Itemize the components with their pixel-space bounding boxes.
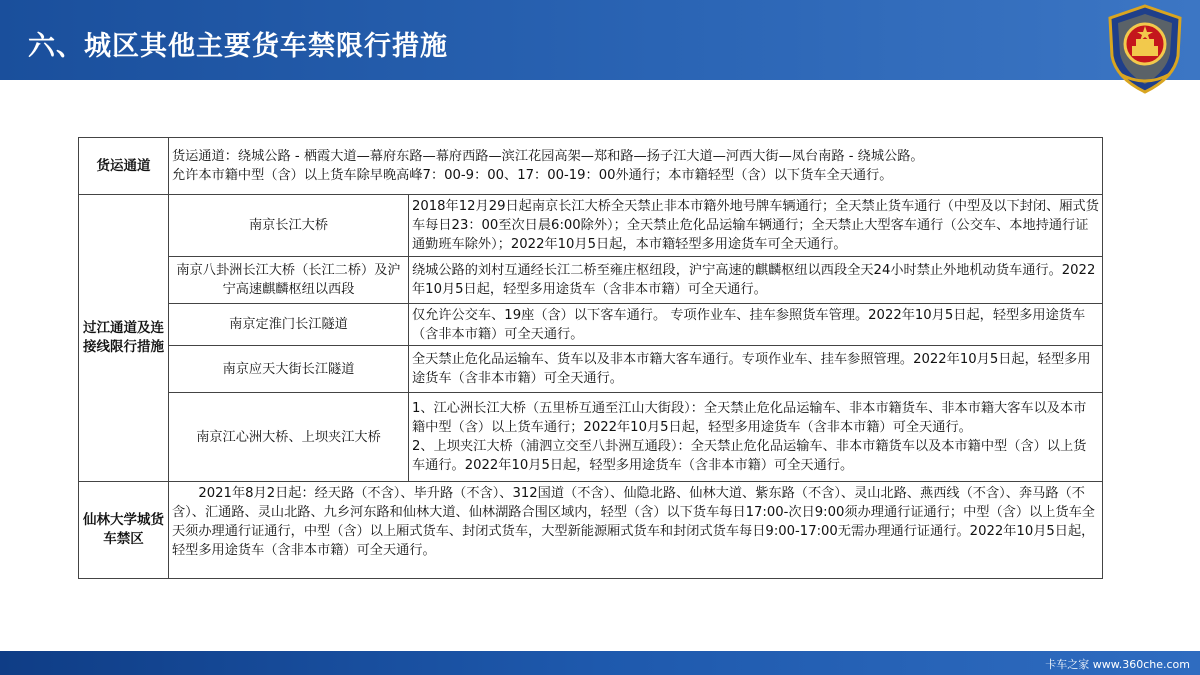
crossing-name: 南京定淮门长江隧道 <box>169 304 409 346</box>
xianlin-zone-desc: 2021年8月2日起：经天路（不含）、毕升路（不含）、312国道（不含）、仙隐北路、仙林大道、紫东路（不含）、灵山北路、燕西线（不含）、奔马路（不含）、汇通路、灵山北路、九乡河东路和仙林大道、仙林湖路合围区域内，轻型（含）以下货车每日17:00-次日9:00须办理通行证通行；中型（含）以上货车全天须办理通行证通行，中型（含）以上厢式货车、封闭式货车，大型新能源厢式货车和封闭式货车每日9:00-17:00无需办理通行证通行。2022年10月5日起，轻型多用途货车（含非本市籍）可全天通行。 <box>169 482 1103 579</box>
crossing-desc: 2018年12月29日起南京长江大桥全天禁止非本市籍外地号牌车辆通行；全天禁止货车通行（中型及以下封闭、厢式货车每日23：00至次日晨6:00除外）；全天禁止危化品运输车辆通行；全天禁止大型客车通行（公交车、本地持通行证通勤班车除外）；2022年10月5日起，本市籍轻型多用途货车可全天通行。 <box>409 195 1103 257</box>
crossing-name: 南京江心洲大桥、上坝夹江大桥 <box>169 393 409 482</box>
category-freight-route: 货运通道 <box>79 138 169 195</box>
slide-title: 六、城区其他主要货车禁限行措施 <box>28 31 448 62</box>
freight-route-desc <box>169 138 1103 195</box>
crossing-name: 南京长江大桥 <box>169 195 409 257</box>
freight-route-line: 货运通道：绕城公路 - 栖霞大道—幕府东路—幕府西路—滨江花园高架—郑和路—扬子江大道—河西大街—凤台南路 - 绕城公路。 <box>172 149 924 164</box>
crossing-desc-item: 2、上坝夹江大桥（浦泗立交至八卦洲互通段）：全天禁止危化品运输车、非本市籍货车以及本市籍中型（含）以上货车通行。2022年10月5日起，轻型多用途货车（含非本市籍）可全天通行。 <box>412 439 1087 473</box>
freight-route-permission: 允许本市籍中型（含）以上货车除早晚高峰7：00-9：00、17：00-19：00外通行；本市籍轻型（含）以下货车全天通行。 <box>172 168 893 183</box>
crossing-desc: 全天禁止危化品运输车、货车以及非本市籍大客车通行。专项作业车、挂车参照管理。2022年10月5日起，轻型多用途货车（含非本市籍）可全天通行。 <box>409 346 1103 393</box>
site-watermark: 卡车之家 www.360che.com <box>1045 658 1190 671</box>
table-row <box>79 482 1103 579</box>
category-xianlin-zone: 仙林大学城货车禁区 <box>79 482 169 579</box>
crossing-desc: 仅允许公交车、19座（含）以下客车通行。 专项作业车、挂车参照货车管理。2022年10月5日起，轻型多用途货车（含非本市籍）可全天通行。 <box>409 304 1103 346</box>
table-row <box>79 257 1103 304</box>
police-badge-icon <box>1104 4 1186 94</box>
table-row <box>79 304 1103 346</box>
table-row <box>79 138 1103 195</box>
category-river-crossing: 过江通道及连接线限行措施 <box>79 195 169 482</box>
crossing-name: 南京应天大街长江隧道 <box>169 346 409 393</box>
footer-bar <box>0 651 1200 675</box>
table-row <box>79 393 1103 482</box>
restriction-table <box>78 137 1103 579</box>
header-bar <box>0 0 1200 80</box>
crossing-desc <box>409 393 1103 482</box>
crossing-name: 南京八卦洲长江大桥（长江二桥）及沪宁高速麒麟枢纽以西段 <box>169 257 409 304</box>
table-row <box>79 195 1103 257</box>
crossing-desc-item: 1、江心洲长江大桥（五里桥互通至江山大街段）：全天禁止危化品运输车、非本市籍货车、非本市籍大客车以及本市籍中型（含）以上货车通行；2022年10月5日起，轻型多用途货车（含非本市籍）可全天通行。 <box>412 401 1087 435</box>
crossing-desc: 绕城公路的刘村互通经长江二桥至雍庄枢纽段，沪宁高速的麒麟枢纽以西段全天24小时禁止外地机动货车通行。2022年10月5日起，轻型多用途货车（含非本市籍）可全天通行。 <box>409 257 1103 304</box>
table-row <box>79 346 1103 393</box>
